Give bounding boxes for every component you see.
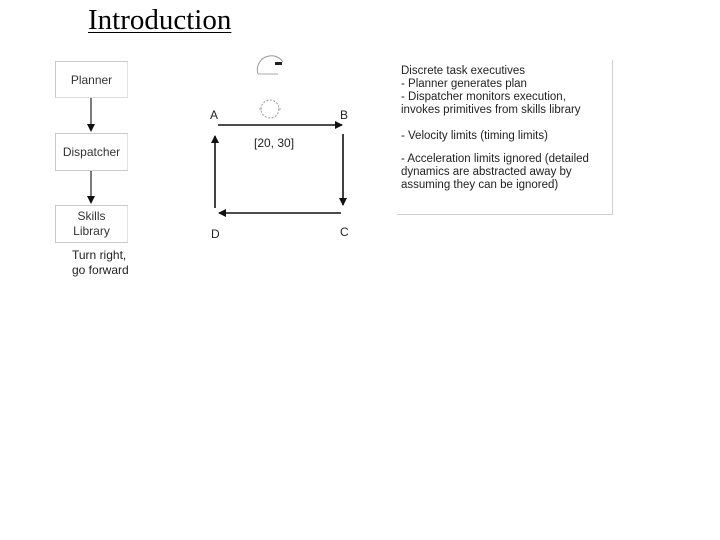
notes-panel bbox=[397, 60, 613, 215]
corner-d-label: D bbox=[211, 227, 220, 241]
notes-line: - Planner generates plan bbox=[401, 78, 527, 90]
corner-c-label: C bbox=[340, 225, 349, 239]
notes-line: Discrete task executives bbox=[401, 65, 525, 77]
skills-label-line2: Library bbox=[73, 224, 110, 238]
notes-line: dynamics are abstracted away by bbox=[401, 166, 572, 178]
waypoint-circle-icon bbox=[259, 100, 281, 118]
skills-label-line1: Skills bbox=[77, 209, 106, 223]
notes-line: - Dispatcher monitors execution, bbox=[401, 91, 566, 103]
notes-line: assuming they can be ignored) bbox=[401, 179, 559, 191]
coordinate-label: [20, 30] bbox=[254, 136, 295, 150]
corner-b-label: B bbox=[340, 108, 349, 122]
planner-label: Planner bbox=[70, 72, 113, 87]
command-note-line2: go forward bbox=[72, 263, 129, 277]
slide-title: Introduction bbox=[88, 4, 232, 36]
corner-a-label: A bbox=[210, 108, 219, 122]
notes-line: - Velocity limits (timing limits) bbox=[401, 130, 548, 142]
robot-icon bbox=[257, 56, 283, 74]
notes-line: - Acceleration limits ignored (detailed bbox=[401, 153, 589, 165]
command-note-line1: Turn right, bbox=[72, 248, 127, 262]
dispatcher-label: Dispatcher bbox=[62, 145, 121, 159]
notes-line: invokes primitives from skills library bbox=[401, 104, 581, 116]
